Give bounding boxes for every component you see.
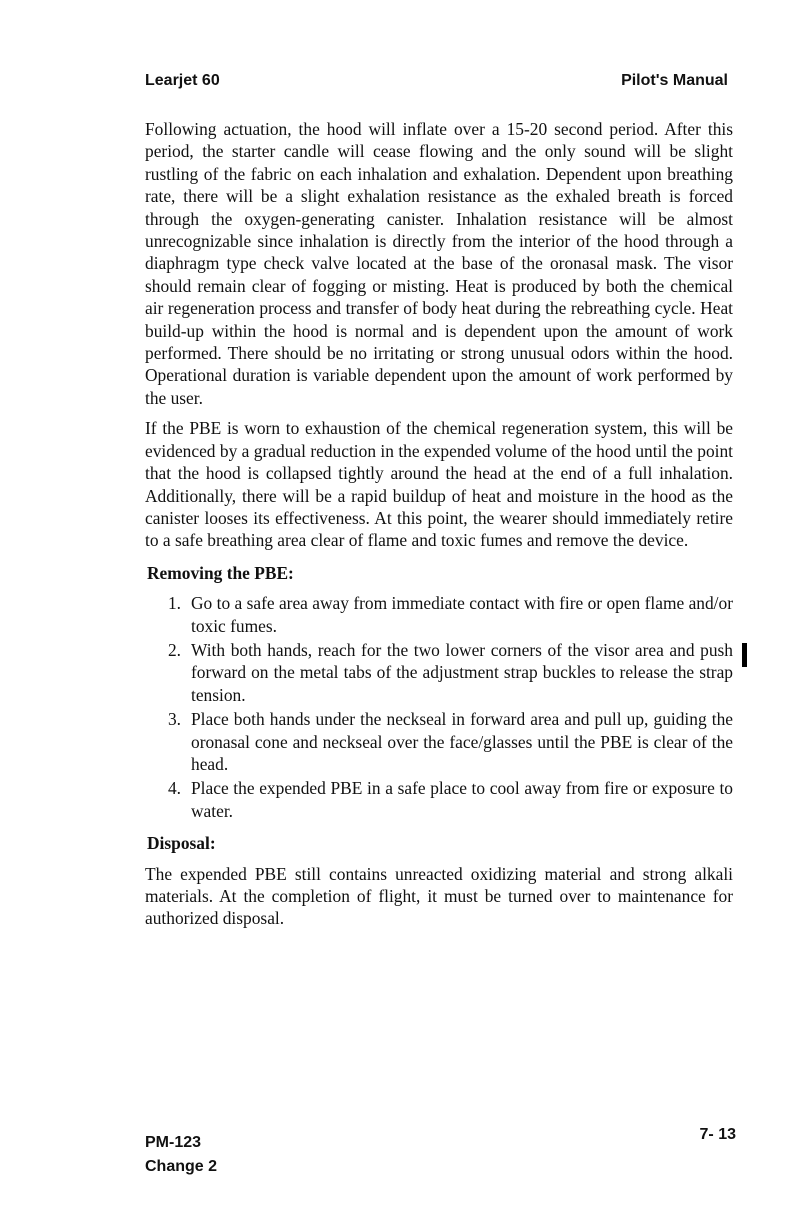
footer-doc-info: [145, 1131, 217, 1179]
step-number: 2.: [167, 639, 181, 660]
page-body: [145, 118, 733, 938]
step-number: 1.: [167, 593, 181, 614]
step-number: 3.: [167, 709, 181, 730]
removal-step: [145, 777, 733, 822]
header-aircraft-title: Learjet 60: [145, 72, 220, 89]
paragraph-disposal: The expended PBE still contains unreacted oxidizing material and strong alkali materials. At the completion of flight, it must be turned over to maintenance for authorized disposal.: [145, 863, 733, 929]
step-text: Place both hands under the neckseal in forward area and pull up, guiding the oronasal cone and neckseal over the face/glasses until the PBE is clear of the head.: [191, 709, 733, 774]
step-text: Go to a safe area away from immediate contact with fire or open flame and/or toxic fumes.: [191, 593, 733, 636]
paragraph-actuation: Following actuation, the hood will inflate over a 15-20 second period. After this period, the starter candle will cease flowing and the only sound will be slight rustling of the fabric on each inhalation and exhalation. Dependent upon breathing rate, there will be a slight exhalation resistance as the exhaled breath is forced through the oxygen-generating canister. Inhalation resistance will be almost unrecognizable since inhalation is directly from the interior of the hood through a diaphragm type check valve located at the base of the oronasal mask. The visor should remain clear of fogging or misting. Heat is produced by both the chemical air regeneration process and transfer of body heat during the rebreathing cycle. Heat build-up within the hood is normal and is dependent upon the amount of work performed. There should be no irritating or strong unusual odors within the hood. Operational duration is variable dependent upon the amount of work performed by the user.: [145, 119, 733, 408]
removal-steps-list: [145, 592, 733, 822]
header-manual-title: Pilot's Manual: [621, 72, 728, 89]
step-text: Place the expended PBE in a safe place to cool away from fire or exposure to water.: [191, 778, 733, 821]
removal-step: [145, 639, 733, 706]
revision-change-bar: [742, 643, 747, 667]
footer-doc-number: PM-123: [145, 1134, 202, 1151]
footer-change-level: Change 2: [145, 1158, 218, 1175]
removal-step: [145, 592, 733, 637]
step-text: With both hands, reach for the two lower corners of the visor area and push forward on the metal tabs of the adjustment strap buckles to release the strap tension.: [191, 639, 733, 705]
removal-step: [145, 708, 733, 775]
section-heading-removing: Removing the PBE:: [147, 562, 294, 583]
footer-page-number: 7- 13: [699, 1126, 736, 1143]
section-heading-disposal: Disposal:: [147, 833, 216, 854]
step-number: 4.: [167, 778, 181, 799]
paragraph-exhaustion: If the PBE is worn to exhaustion of the chemical regeneration system, this will be evidenced by a gradual reduction in the expended volume of the hood until the point that the hood is collapsed tightly around the head at the end of a full inhalation. Additionally, there will be a rapid buildup of heat and moisture in the hood as the canister looses its effectiveness. At this point, the wearer should immediately retire to a safe breathing area clear of flame and toxic fumes and remove the device.: [145, 418, 733, 551]
